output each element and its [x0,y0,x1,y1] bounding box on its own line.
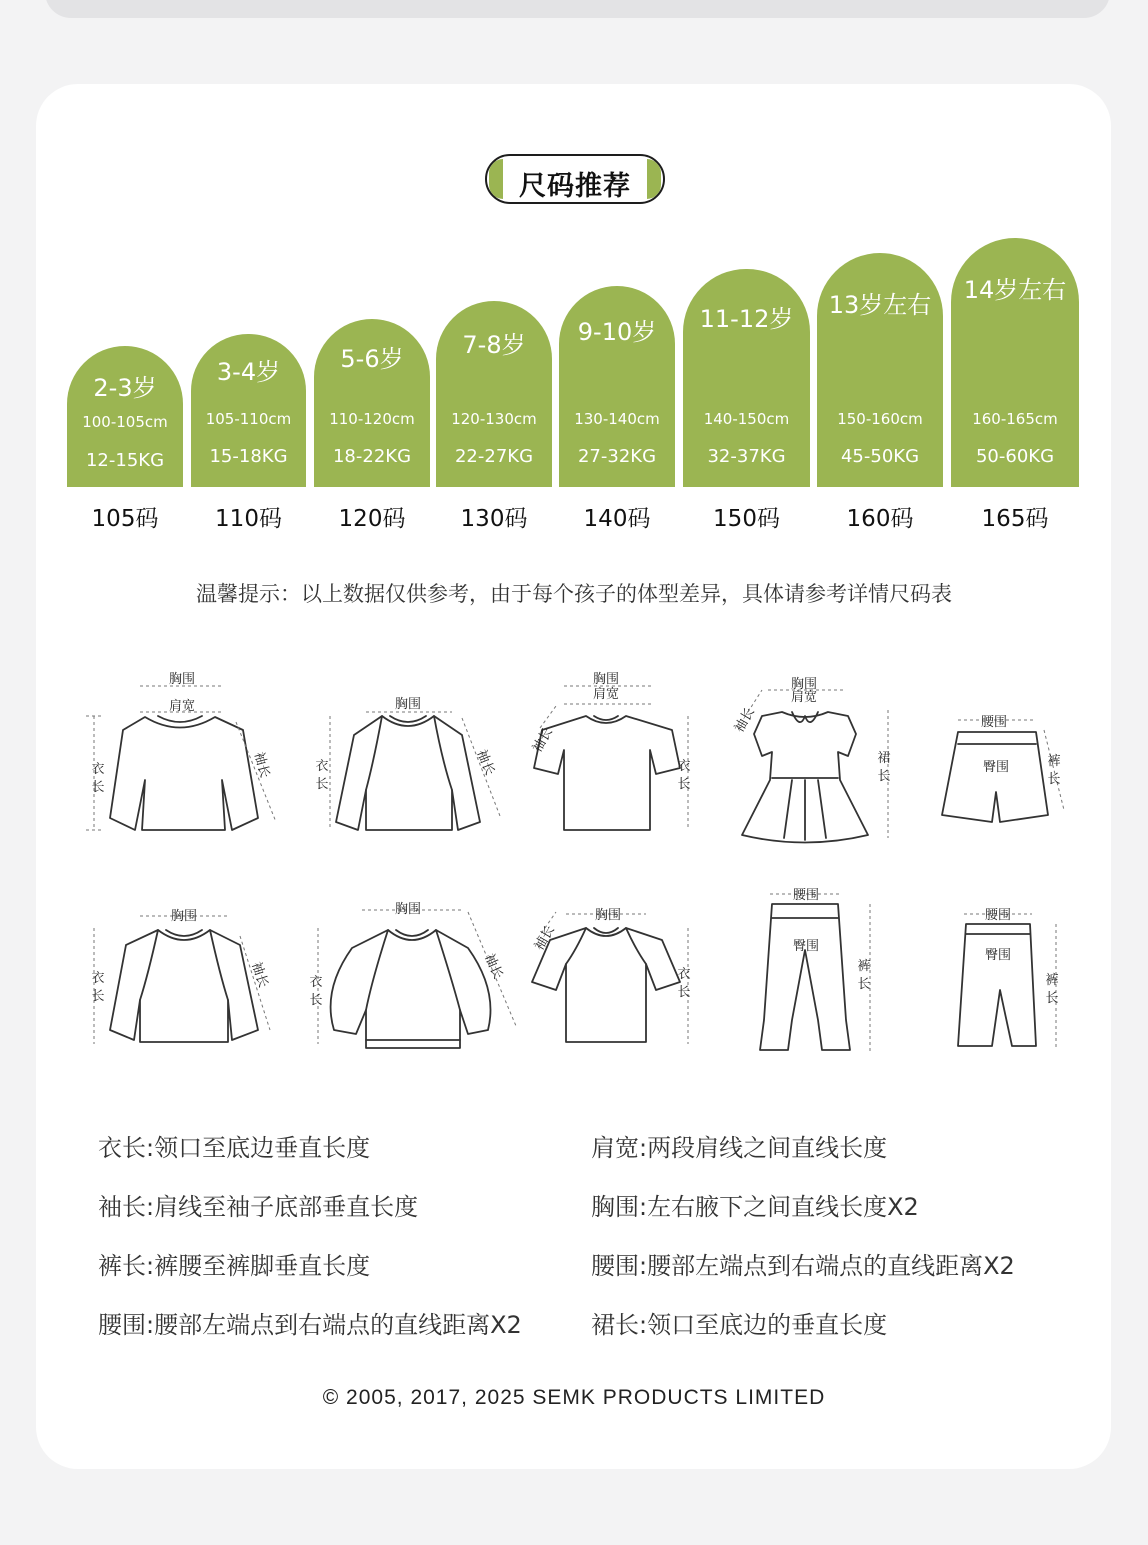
pants-length-label: 裤 [1045,973,1059,988]
age-label: 13岁左右 [828,291,932,319]
definition-item: 胸围:左右腋下之间直线长度X2 [591,1193,919,1221]
definition-item: 腰围:腰部左端点到右端点的直线距离X2 [591,1252,1015,1280]
raglan-tee-diagram [532,928,680,1042]
tshirt-diagram [534,716,680,830]
size-code: 105码 [91,506,159,532]
weight-range: 50-60KG [975,446,1055,467]
definition-item: 腰围:腰部左端点到右端点的直线距离X2 [98,1311,522,1339]
weight-range: 45-50KG [840,446,920,467]
sleeve-label: 袖长 [473,747,498,778]
hip-label: 臀围 [982,760,1010,775]
definition-item: 袖长:肩线至袖子底部垂直长度 [98,1193,419,1221]
shoulder-label: 肩宽 [592,687,620,702]
definition-item: 肩宽:两段肩线之间直线长度 [591,1134,888,1162]
length-label: 衣 [91,971,105,986]
pants-length-label: 长 [1047,772,1061,787]
shorts-diagram [942,732,1048,822]
length-label: 衣 [677,759,691,774]
skirt-length-label: 长 [877,769,891,784]
copyright-footer: © 2005, 2017, 2025 SEMK PRODUCTS LIMITED [322,1386,826,1409]
hip-label: 臀围 [792,939,820,954]
size-code: 160码 [846,506,914,532]
pants-length-label: 长 [1045,991,1059,1006]
weight-range: 27-32KG [577,446,657,467]
chest-label: 胸围 [168,672,196,687]
balloon-sweatshirt-diagram [331,930,491,1048]
age-label: 3-4岁 [216,358,281,386]
length-label: 长 [677,777,691,792]
waist-label: 腰围 [980,715,1008,730]
weight-range: 32-37KG [707,446,786,467]
size-code: 110码 [215,506,282,532]
measure-lines [86,686,1064,1052]
sleeve-label: 袖长 [248,960,271,990]
sleeve-label: 袖长 [731,705,758,736]
dress-diagram [742,712,868,843]
age-label: 7-8岁 [462,331,526,359]
weight-range: 15-18KG [209,446,288,467]
waist-label: 腰围 [792,888,820,903]
age-label: 9-10岁 [577,318,657,346]
chest-label: 胸围 [170,909,198,924]
height-range: 120-130cm [451,410,537,428]
length-label: 衣 [91,762,105,777]
size-code: 150码 [713,506,780,532]
sleeve-label: 袖长 [531,923,558,954]
length-label: 长 [91,989,105,1004]
pants-length-label: 裤 [857,959,871,974]
length-label: 衣 [309,975,323,990]
height-range: 100-105cm [82,413,168,431]
length-label: 长 [315,777,329,792]
height-range: 140-150cm [703,410,790,428]
shoulder-label: 肩宽 [168,699,196,714]
tip-text: 温馨提示：以上数据仅供参考，由于每个孩子的体型差异，具体请参考详情尺码表 [196,582,952,606]
pants-length-label: 裤 [1047,754,1061,769]
length-label: 衣 [315,759,329,774]
definition-item: 裙长:领口至底边的垂直长度 [591,1311,888,1339]
sleeve-label: 袖长 [250,750,272,780]
age-label: 14岁左右 [963,276,1067,304]
sleeve-label: 袖长 [529,725,556,756]
weight-range: 12-15KG [85,450,165,471]
size-code: 120码 [338,506,406,532]
pants-length-label: 长 [857,977,871,992]
age-label: 5-6岁 [340,345,404,373]
height-range: 160-165cm [972,410,1058,428]
chest-label: 胸围 [394,697,422,712]
chest-label: 胸围 [790,677,818,692]
sleeve-label: 袖长 [481,951,506,982]
length-label: 长 [309,993,323,1008]
shoulder-label: 肩宽 [790,690,818,705]
size-code: 130码 [460,506,528,532]
leggings-diagram [958,924,1036,1046]
sweater-diagram [110,716,258,830]
waist-label: 腰围 [984,908,1012,923]
definition-item: 裤长:裤腰至裤脚垂直长度 [98,1252,371,1280]
definition-item: 衣长:领口至底边垂直长度 [98,1134,371,1162]
jogger-pants-diagram [760,904,850,1050]
size-code: 140码 [583,506,651,532]
length-label: 长 [91,780,105,795]
raglan-sweater-diagram [110,930,258,1042]
length-label: 衣 [677,967,691,982]
height-range: 150-160cm [837,410,923,428]
chest-label: 胸围 [592,672,620,687]
weight-range: 22-27KG [454,446,534,467]
weight-range: 18-22KG [332,446,412,467]
height-range: 105-110cm [205,410,292,428]
skirt-length-label: 裙 [877,751,891,766]
hip-label: 臀围 [984,948,1012,963]
chest-label: 胸围 [394,902,422,917]
title-text: 尺码推荐 [519,171,631,202]
chest-label: 胸围 [594,908,622,923]
height-range: 110-120cm [329,410,415,428]
height-range: 130-140cm [574,410,660,428]
length-label: 长 [677,985,691,1000]
size-code: 165码 [981,506,1049,532]
age-label: 11-12岁 [699,305,794,333]
raglan-sweatshirt-diagram [336,716,480,830]
age-label: 2-3岁 [93,374,157,402]
